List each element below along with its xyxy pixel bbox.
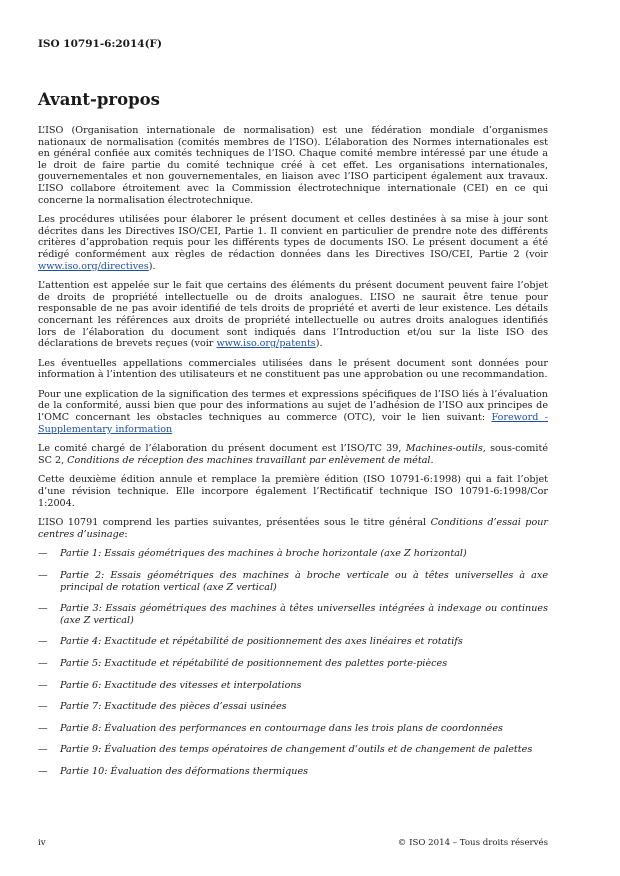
list-item-text: Partie 7: Exactitude des pièces d’essai usinées	[60, 701, 287, 713]
document-id: ISO 10791-6:2014(F)	[38, 38, 162, 50]
dash-bullet: —	[38, 636, 48, 648]
paragraph-text: Pour une explication de la signification des termes et expressions spécifiques de l’ISO liés à l’évaluation de la conformité, aussi bien que pour des informations au sujet de l’adhésion de l’ISO aux principes de l’OMC concernant les obstacles techniques au commerce (OTC), voir le lien suivant:	[38, 388, 548, 424]
dash-bullet: —	[38, 722, 48, 734]
list-item	[38, 658, 548, 670]
subcommittee-name: Conditions de réception des machines travaillant par enlèvement de métal	[67, 454, 431, 466]
dash-bullet: —	[38, 679, 48, 691]
patents-link[interactable]: www.iso.org/patents	[216, 338, 316, 350]
committee-name: Machines-outils	[405, 443, 483, 455]
paragraph-end: :	[124, 528, 128, 540]
document-page	[38, 38, 548, 788]
dash-bullet: —	[38, 570, 48, 581]
list-item	[38, 766, 548, 778]
list-item-text: Partie 1: Essais géométriques des machines à broche horizontale (axe Z horizontal)	[60, 548, 467, 560]
paragraph-patents	[38, 280, 548, 350]
dash-bullet: —	[38, 744, 48, 756]
list-item	[38, 548, 548, 560]
list-item	[38, 723, 548, 735]
dash-bullet: —	[38, 701, 48, 713]
paragraph-parts-intro	[38, 517, 548, 540]
list-item-text: Partie 9: Évaluation des temps opératoires de changement d’outils et de changement de palettes	[60, 744, 533, 756]
list-item	[38, 701, 548, 713]
paragraph-text: Les procédures utilisées pour élaborer le présent document et celles destinées à sa mise à jour sont décrites dans les Directives ISO/CEI, Partie 1. Il convient en particulier de prendre note des différents critères d’approbation requis pour les différents types de documents ISO. Le présent document a été rédigé conformément aux règles de rédaction données dans les Directives ISO/CEI, Partie 2 (voir	[38, 214, 548, 260]
paragraph-trade-names: Les éventuelles appellations commerciales utilisées dans le présent document sont données pour information à l’intention des utilisateurs et ne constituent pas une approbation ou une recommandation.	[38, 357, 548, 381]
paragraph-conformity	[38, 389, 548, 435]
list-item-text: Partie 6: Exactitude des vitesses et interpolations	[60, 679, 302, 691]
general-title: Conditions d’essai pour centres d’usinage	[38, 517, 548, 540]
dash-bullet: —	[38, 548, 48, 560]
list-item-text: Partie 10: Évaluation des déformations thermiques	[60, 765, 309, 777]
dash-bullet: —	[38, 765, 48, 777]
list-item	[38, 570, 548, 593]
dash-bullet: —	[38, 657, 48, 669]
paragraph-committee	[38, 443, 548, 466]
copyright: © ISO 2014 – Tous droits réservés	[397, 838, 548, 848]
list-item-text: Partie 4: Exactitude et répétabilité de positionnement des axes linéaires et rotatifs	[60, 636, 463, 648]
foreword-supplementary-link[interactable]: Foreword - Supplementary information	[38, 412, 548, 435]
page-number: iv	[38, 838, 46, 848]
list-item-text: Partie 8: Évaluation des performances en contournage dans les trois plans de coordonnées	[60, 722, 503, 734]
paragraph-text: L’ISO 10791 comprend les parties suivantes, présentées sous le titre général	[38, 517, 431, 529]
page-footer	[38, 838, 548, 848]
list-item	[38, 744, 548, 756]
list-item	[38, 603, 548, 626]
list-item-text: Partie 3: Essais géométriques des machines à têtes universelles intégrées à indexage ou continues (axe Z vertical)	[60, 603, 548, 626]
paragraph-iso-intro: L’ISO (Organisation internationale de normalisation) est une fédération mondiale d’organismes nationaux de normalisation (comités membres de l’ISO). L’élaboration des Normes internationales est en général confiée aux comités techniques de l’ISO. Chaque comité membre intéressé par une étude a le droit de faire partie du comité technique créé à cet effet. Les organisations internationales, gouvernementales et non gouvernementales, en liaison avec l’ISO participent également aux travaux. L’ISO collabore étroitement avec la Commission électrotechnique internationale (CEI) en ce qui concerne la normalisation électrotechnique.	[38, 125, 548, 206]
list-item	[38, 680, 548, 692]
dash-bullet: —	[38, 603, 48, 615]
parts-list	[38, 548, 548, 777]
paragraph-end: ).	[315, 338, 323, 350]
paragraph-text: L’attention est appelée sur le fait que certains des éléments du présent document peuvent faire l’objet de droits de propriété intellectuelle ou de droits analogues. L’ISO ne saurait être tenue pour responsable de ne pas avoir identifié de tels droits de propriété et averti de leur existence. Les détails concernant les références aux droits de propriété intellectuelle ou autres droits analogues identifiés lors de l’élaboration du document sont indiqués dans l’Introduction et/ou sur la liste ISO des déclarations de brevets reçues (voir	[38, 280, 548, 350]
paragraph-end: .	[430, 454, 434, 466]
paragraph-text: Le comité chargé de l’élaboration du présent document est l’ISO/TC 39,	[38, 443, 406, 455]
paragraph-end: ).	[148, 260, 156, 272]
directives-link[interactable]: www.iso.org/directives	[38, 260, 149, 272]
paragraph-edition: Cette deuxième édition annule et remplace la première édition (ISO 10791-6:1998) qui a fait l’objet d’une révision technique. Elle incorpore également l’Rectificatif technique ISO 10791-6:1998/Cor 1:2004.	[38, 474, 548, 509]
section-title: Avant-propos	[38, 90, 160, 109]
paragraph-procedures	[38, 214, 548, 272]
list-item-text: Partie 5: Exactitude et répétabilité de positionnement des palettes porte-pièces	[60, 657, 448, 669]
list-item	[38, 636, 548, 648]
list-item-text: Partie 2: Essais géométriques des machines à broche verticale ou à têtes universelles à axe principal de rotation vertical (axe Z vertical)	[60, 570, 548, 593]
paragraph-text: , sous-comité SC 2,	[38, 443, 548, 466]
